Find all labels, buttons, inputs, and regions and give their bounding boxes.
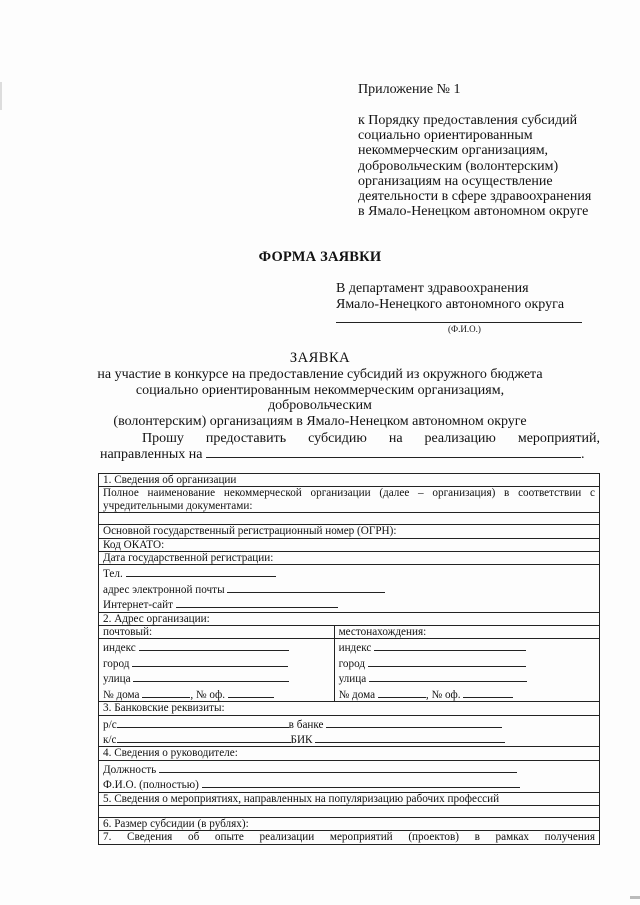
application-form-table — [98, 473, 600, 845]
request-title: ЗАЯВКА — [289, 350, 351, 366]
request-statement-line: Прошу предоставить субсидию на реализацию мероприятий, — [142, 431, 600, 446]
appendix-line: в Ямало-Ненецком автономном округе — [358, 204, 589, 220]
appendix-reference — [358, 113, 620, 219]
section-6-title: 6. Размер субсидии (в рублях): — [99, 817, 600, 830]
request-subtitle-line: (волонтерским) организациям в Ямало-Ненецком автономном округе — [113, 413, 527, 429]
postal-address-cell: индекс город улица № дома , № оф. — [99, 639, 335, 702]
contacts-cell — [99, 565, 600, 612]
appendix-line: некоммерческим организациям, — [358, 143, 549, 159]
location-city-field[interactable] — [368, 655, 526, 667]
corr-account-field[interactable] — [117, 731, 291, 743]
appendix-line: добровольческим (волонтерским) — [358, 158, 559, 174]
fio-caption: (Ф.И.О.) — [448, 324, 481, 334]
postal-street-field[interactable] — [133, 670, 289, 682]
scan-edge-mark — [0, 82, 2, 110]
phone-field[interactable] — [126, 565, 276, 577]
postal-index-field[interactable] — [139, 639, 289, 651]
section-1-title: 1. Сведения об организации — [99, 474, 600, 487]
location-street-field[interactable] — [369, 670, 527, 682]
org-fullname-label: Полное наименование некоммерческой организации (далее – организация) в соответствии с учредительными документами: — [99, 487, 600, 513]
fio-signature-line[interactable] — [336, 322, 582, 323]
account-field[interactable] — [117, 716, 289, 728]
postal-house-field[interactable] — [142, 686, 190, 698]
email-field[interactable] — [227, 581, 385, 593]
director-cell: Должность Ф.И.О. (полностью) — [99, 760, 600, 792]
location-office-field[interactable] — [463, 686, 513, 698]
appendix-number: Приложение № 1 — [358, 82, 461, 97]
appendix-line: к Порядку предоставления субсидий — [358, 113, 578, 128]
website-label: Интернет-сайт — [103, 599, 174, 612]
location-address-cell: индекс город улица № дома , № оф. — [334, 639, 599, 702]
registration-date-label: Дата государственной регистрации: — [99, 552, 600, 565]
bank-field[interactable] — [326, 716, 502, 728]
email-label: адрес электронной почты — [103, 583, 225, 596]
location-address-label: местонахождения: — [334, 626, 599, 639]
appendix-line: деятельности в сфере здравоохранения — [358, 189, 592, 205]
purpose-field[interactable] — [206, 446, 581, 458]
postal-city-field[interactable] — [132, 655, 288, 667]
addressee-block — [336, 281, 564, 313]
addressee-line: В департамент здравоохранения — [336, 281, 529, 296]
postal-address-label: почтовый: — [99, 626, 335, 639]
request-subtitle-line: на участие в конкурсе на предоставление субсидий из окружного бюджета — [97, 367, 543, 382]
request-subtitle — [96, 367, 544, 429]
section-4-title: 4. Сведения о руководителе: — [99, 747, 600, 760]
section-2-title: 2. Адрес организации: — [99, 612, 600, 625]
appendix-line: организациям на осуществление — [358, 173, 553, 189]
section-5-field[interactable] — [99, 805, 600, 817]
position-field[interactable] — [159, 761, 517, 773]
director-name-field[interactable] — [202, 776, 520, 788]
bik-field[interactable] — [315, 731, 505, 743]
org-fullname-field[interactable] — [99, 513, 600, 525]
okato-label: Код ОКАТО: — [99, 538, 600, 551]
request-statement — [100, 431, 600, 462]
scan-edge-mark — [630, 896, 640, 899]
section-3-title: 3. Банковские реквизиты: — [99, 702, 600, 715]
bank-details-cell: р/с в банке к/с БИК — [99, 715, 600, 747]
location-index-field[interactable] — [374, 639, 526, 651]
addressee-line: Ямало-Ненецкого автономного округа — [336, 297, 565, 312]
ogrn-label: Основной государственный регистрационный номер (ОГРН): — [99, 525, 600, 538]
section-7-title: 7. Сведения об опыте реализации мероприятий (проектов) в рамках получения — [99, 831, 600, 844]
location-house-field[interactable] — [378, 686, 426, 698]
phone-label: Тел. — [103, 568, 123, 581]
section-5-title: 5. Сведения о мероприятиях, направленных на популяризацию рабочих профессий — [99, 792, 600, 805]
request-statement-line: направленных на . — [100, 447, 585, 462]
website-field[interactable] — [176, 596, 338, 608]
form-title: ФОРМА ЗАЯВКИ — [258, 249, 382, 265]
appendix-line: социально ориентированным — [358, 128, 533, 144]
postal-office-field[interactable] — [228, 686, 274, 698]
request-subtitle-line: социально ориентированным некоммерческим организациям, добровольческим — [135, 382, 505, 414]
